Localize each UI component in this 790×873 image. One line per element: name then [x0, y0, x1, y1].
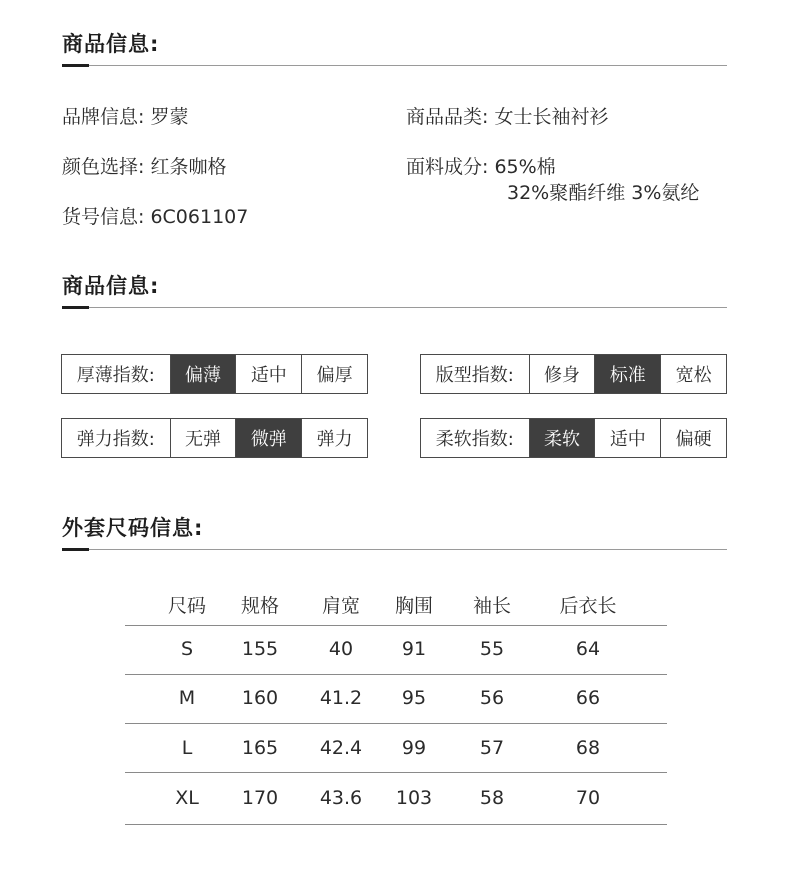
info-label: 商品品类: [406, 106, 489, 128]
table-cell: M [178, 687, 196, 709]
table-cell: 40 [328, 638, 354, 660]
index-softness [420, 418, 727, 458]
section-accent-bar [62, 306, 89, 309]
info-label: 颜色选择: [62, 156, 145, 178]
index-option: 弹力 [301, 419, 367, 457]
table-header-length: 后衣长 [559, 595, 617, 617]
table-cell: 99 [401, 737, 427, 759]
table-cell: 64 [575, 638, 601, 660]
index-label: 弹力指数: [76, 429, 155, 450]
index-option-selected: 柔软 [529, 419, 595, 457]
info-color [62, 154, 226, 180]
info-value: 65%棉 [494, 156, 556, 178]
info-category [406, 104, 608, 130]
table-cell: 43.6 [319, 787, 363, 809]
section-divider [62, 65, 727, 66]
index-option-selected: 偏薄 [170, 355, 236, 393]
table-cell: 42.4 [319, 737, 363, 759]
table-divider [125, 625, 667, 626]
info-value: 女士长袖衬衫 [494, 106, 609, 128]
info-value: 6C061107 [150, 206, 249, 228]
info-sku [62, 204, 248, 230]
info-value: 红条咖格 [150, 156, 227, 178]
table-header-spec: 规格 [240, 595, 280, 617]
info-value: 罗蒙 [150, 106, 189, 128]
info-label: 品牌信息: [62, 106, 145, 128]
section-accent-bar [62, 548, 89, 551]
section-divider [62, 307, 727, 308]
table-divider [125, 772, 667, 773]
section-title-product-info: 商品信息: [62, 32, 160, 56]
section-divider [62, 549, 727, 550]
table-header-size: 尺码 [167, 595, 207, 617]
table-cell: 58 [479, 787, 505, 809]
table-cell: 68 [575, 737, 601, 759]
table-header-sleeve: 袖长 [472, 595, 512, 617]
table-cell: 91 [401, 638, 427, 660]
table-cell: 56 [479, 687, 505, 709]
table-cell: XL [175, 787, 199, 809]
index-label: 柔软指数: [435, 429, 514, 450]
table-cell: 170 [241, 787, 279, 809]
table-divider [125, 723, 667, 724]
table-header-shoulder: 肩宽 [321, 595, 361, 617]
index-option: 无弹 [170, 419, 236, 457]
index-option: 偏厚 [301, 355, 367, 393]
index-fit [420, 354, 727, 394]
section-title-product-indexes: 商品信息: [62, 274, 160, 298]
table-cell: 41.2 [319, 687, 363, 709]
index-thickness [61, 354, 368, 394]
index-option: 偏硬 [660, 419, 726, 457]
index-option: 适中 [235, 355, 301, 393]
table-cell: 160 [241, 687, 279, 709]
table-cell: 70 [575, 787, 601, 809]
index-option: 适中 [594, 419, 660, 457]
section-accent-bar [62, 64, 89, 67]
table-divider [125, 674, 667, 675]
index-option-selected: 标准 [594, 355, 660, 393]
info-label: 货号信息: [62, 206, 145, 228]
info-fabric [406, 154, 556, 180]
table-divider [125, 824, 667, 825]
table-cell: 165 [241, 737, 279, 759]
table-cell: L [181, 737, 193, 759]
index-option: 宽松 [660, 355, 726, 393]
index-option: 修身 [529, 355, 595, 393]
table-cell: 55 [479, 638, 505, 660]
info-fabric-continued: 32%聚酯纤维 3%氨纶 [507, 182, 700, 204]
info-label: 面料成分: [406, 156, 489, 178]
table-header-chest: 胸围 [394, 595, 434, 617]
section-title-size-info: 外套尺码信息: [62, 516, 204, 540]
index-label: 版型指数: [435, 365, 514, 386]
table-cell: 155 [241, 638, 279, 660]
table-cell: 95 [401, 687, 427, 709]
table-cell: 103 [395, 787, 433, 809]
index-option-selected: 微弹 [235, 419, 301, 457]
index-label: 厚薄指数: [76, 365, 155, 386]
info-brand [62, 104, 188, 130]
table-cell: 66 [575, 687, 601, 709]
table-cell: 57 [479, 737, 505, 759]
table-cell: S [180, 638, 194, 660]
index-elasticity [61, 418, 368, 458]
